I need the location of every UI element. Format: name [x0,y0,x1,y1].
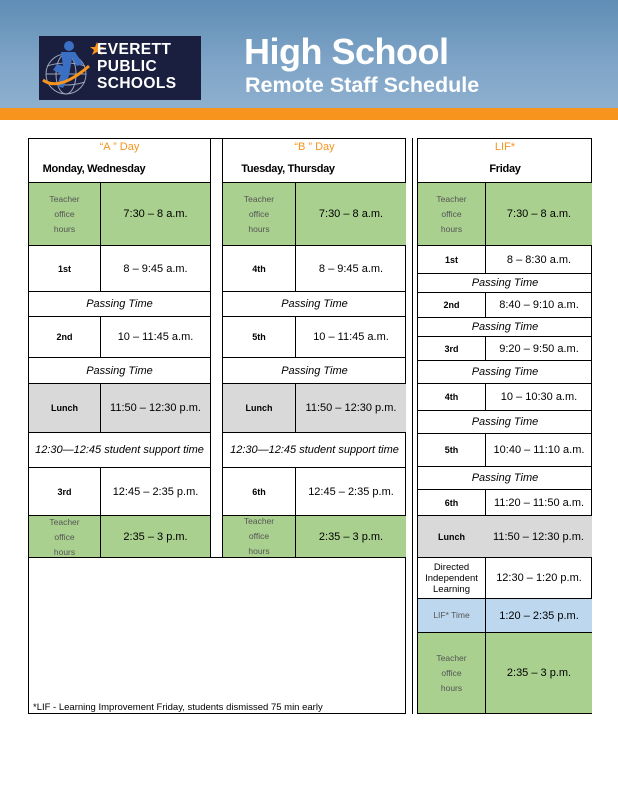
lif-lunch-time-cell [485,516,592,557]
b-lunch-label: Lunch [245,403,273,413]
lif-period6-label: 6th [444,497,459,508]
b-office2-time: 2:35 – 3 p.m. [318,530,384,543]
b-passing1: Passing Time [281,298,348,310]
b-day-days: Tuesday, Thursday [241,163,335,175]
lif-period5-time-cell [486,434,592,466]
cell-divider [295,468,296,558]
district-logo [39,36,201,100]
lif-period6-time-cell [486,490,592,515]
cell-divider [100,468,101,558]
b-support: 12:30—12:45 student support time [230,444,399,456]
lif-period3-label-cell [418,337,485,360]
header-accent-bar [0,108,618,120]
b-lunch-time-cell [296,384,406,432]
cell-divider [100,246,101,291]
a-passing1: Passing Time [86,298,153,310]
a-period2-time-cell [101,317,210,357]
b-period3-label: 6th [252,486,266,497]
lif-period1-time: 8 – 8:30 a.m. [506,253,572,266]
logo-text-line2: PUBLIC [97,58,158,75]
cell-divider [485,246,486,273]
a-office2-label-cell [29,516,100,558]
a-lunch-time: 11:50 – 12:30 p.m. [110,402,201,414]
lif-period5-label-cell [418,434,485,466]
lif-office1-time-cell [486,183,592,245]
lif-period1-time-cell [486,246,592,273]
cell-divider [295,183,296,245]
b-office2-label-cell [223,516,295,557]
cell-divider [295,317,296,357]
lif-passing4-cell [418,411,592,433]
b-period2-label-cell [223,317,295,357]
a-office2-time-cell [101,516,210,558]
a-period1-time-cell [101,246,210,291]
a-period2-label-cell [29,317,100,357]
footnote: *LIF - Learning Improvement Friday, students dismissed 75 min early [33,702,323,713]
cell-divider [485,434,486,466]
lif-passing4: Passing Time [471,416,539,428]
a-day-days: Monday, Wednesday [42,163,146,175]
lif-passing1-cell [418,274,592,292]
lif-dil-time: 12:30 – 1:20 p.m. [496,572,582,584]
lif-passing2-cell [418,318,592,336]
lif-period4-time: 10 – 10:30 a.m. [500,391,578,403]
cell-divider [485,183,486,245]
cell-divider [485,490,486,515]
a-passing2: Passing Time [86,364,153,377]
lif-liftime-time: 1:20 – 2:35 p.m. [499,609,579,622]
b-office2-time-cell [296,516,406,557]
lif-office1-label: Teacher office hours [436,193,467,234]
a-office1-label: Teacher office hours [49,193,80,234]
b-period2-time: 10 – 11:45 a.m. [313,331,389,343]
lif-period4-time-cell [486,384,592,410]
lif-period4-label: 4th [444,392,459,402]
lif-period6-time: 11:20 – 11:50 a.m. [493,496,585,509]
logo-text-line1: EVERETT [97,41,172,58]
b-support-cell [223,433,406,467]
a-period1-label-cell [29,246,100,291]
lif-period2-time-cell [486,293,592,317]
a-office2-time: 2:35 – 3 p.m. [123,531,188,543]
b-period1-time-cell [296,246,406,291]
a-period3-label: 3rd [57,486,72,497]
column-divider-a [210,138,211,558]
page-subtitle: Remote Staff Schedule [245,73,480,97]
lif-passing2: Passing Time [471,321,539,333]
lif-lunch-time: 11:50 – 12:30 p.m. [493,530,584,543]
lif-period3-time: 9:20 – 9:50 a.m. [499,342,579,355]
logo-text-line3: SCHOOLS [97,75,177,92]
lif-heading: LIF* [494,141,516,153]
a-lunch-label: Lunch [51,403,78,413]
lif-lunch-label: Lunch [438,531,465,542]
lif-period3-time-cell [486,337,592,360]
b-office1-time: 7:30 – 8 a.m. [318,208,384,220]
a-support-cell [29,433,210,467]
b-period3-time-cell [296,468,406,515]
lif-liftime-time-cell [486,599,592,632]
cell-divider [100,384,101,432]
row-line [29,182,210,183]
b-passing2-cell [223,358,406,383]
a-office1-time: 7:30 – 8 a.m. [123,208,188,220]
b-period3-label-cell [223,468,295,515]
cell-divider [485,293,486,317]
lif-office2-label-cell [418,633,485,713]
lif-period5-time: 10:40 – 11:10 a.m. [493,444,585,456]
lif-office1-time: 7:30 – 8 a.m. [506,208,572,220]
cell-divider [100,317,101,357]
lif-dil-label: Directed Independent Learning [425,561,478,595]
lif-office2-time: 2:35 – 3 p.m. [506,667,572,679]
a-day-heading: “A ” Day [99,141,140,153]
lif-passing3: Passing Time [471,366,539,378]
b-period1-label-cell [223,246,295,291]
b-passing1-cell [223,292,406,316]
b-period1-time: 8 – 9:45 a.m. [318,262,384,275]
lif-office2-label: Teacher office hours [436,652,467,693]
b-passing2: Passing Time [281,364,348,377]
a-passing1-cell [29,292,210,316]
lif-passing5: Passing Time [471,472,539,484]
row-line [29,557,406,558]
lif-period2-time: 8:40 – 9:10 a.m. [499,299,579,311]
lif-liftime-label: LIF* Time [433,610,470,620]
b-period1-label: 4th [252,263,266,274]
lif-period1-label-cell [418,246,485,273]
lif-period4-label-cell [418,384,485,410]
b-day-heading: “B ” Day [294,141,335,153]
b-period2-time-cell [296,317,406,357]
lif-days: Friday [489,163,521,175]
lif-period3-label: 3rd [444,343,459,354]
lif-lunch-label-cell [418,516,485,557]
a-period3-time-cell [101,468,210,515]
cell-divider [295,384,296,432]
b-office2-label: Teacher office hours [243,516,275,556]
a-period1-time: 8 – 9:45 a.m. [123,262,188,275]
a-lunch-label-cell [29,384,100,432]
a-period3-time: 12:45 – 2:35 p.m. [112,485,199,498]
cell-divider [295,246,296,291]
lif-period1-label: 1st [444,254,458,265]
a-period3-label-cell [29,468,100,515]
column-divider-lif [412,138,413,714]
a-period2-time: 10 – 11:45 a.m. [117,331,194,343]
lif-period6-label-cell [418,490,485,515]
a-period1-label: 1st [57,263,71,274]
cell-divider [485,558,486,713]
cell-divider [485,384,486,410]
b-period2-label: 5th [252,332,266,342]
lif-passing1: Passing Time [471,277,539,289]
a-office1-time-cell [101,183,210,245]
a-passing2-cell [29,358,210,383]
lif-passing5-cell [418,467,592,489]
row-line [223,182,406,183]
lif-passing3-cell [418,361,592,383]
lif-office2-time-cell [486,633,592,713]
b-office1-time-cell [296,183,406,245]
lif-office1-label-cell [418,183,485,245]
a-lunch-time-cell [101,384,210,432]
lif-dil-label-cell [418,558,485,598]
a-period2-label: 2nd [56,332,73,342]
a-support: 12:30—12:45 student support time [35,444,204,456]
b-office1-label: Teacher office hours [243,193,275,234]
lif-period2-label-cell [418,293,485,317]
lif-period5-label: 5th [444,445,459,455]
page-title: High School [244,31,449,72]
lif-dil-time-cell [486,558,592,598]
a-office1-label-cell [29,183,100,245]
cell-divider [100,183,101,245]
lif-period2-label: 2nd [443,300,460,310]
b-lunch-label-cell [223,384,295,432]
a-office2-label: Teacher office hours [49,516,80,557]
lif-liftime-label-cell [418,599,485,632]
cell-divider [485,337,486,360]
b-lunch-time: 11:50 – 12:30 p.m. [305,402,397,414]
b-period3-time: 12:45 – 2:35 p.m. [308,485,394,498]
b-office1-label-cell [223,183,295,245]
